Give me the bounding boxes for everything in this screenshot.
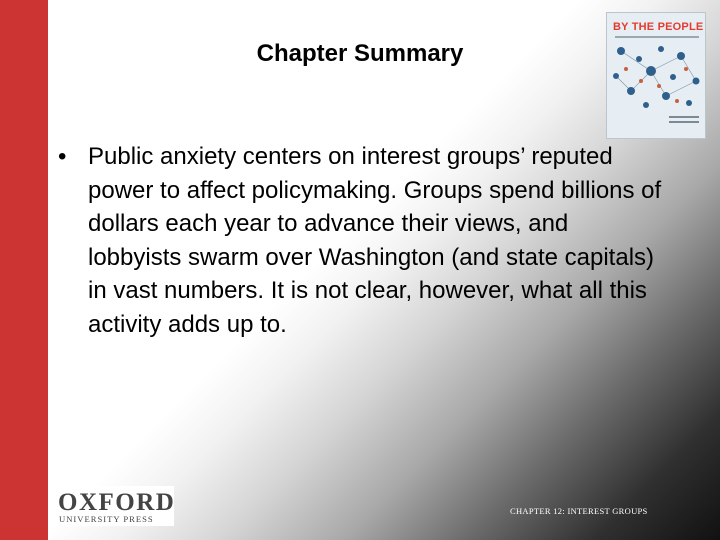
oxford-logo-subtitle: UNIVERSITY PRESS bbox=[59, 514, 154, 524]
slide-footer: CHAPTER 12: INTEREST GROUPS bbox=[510, 506, 648, 516]
book-cover-image bbox=[606, 12, 706, 139]
book-cover-collage bbox=[611, 41, 703, 113]
oxford-logo-name: OXFORD bbox=[58, 489, 176, 516]
oxford-logo bbox=[48, 486, 174, 526]
book-cover-subtitle-line bbox=[615, 36, 699, 38]
accent-bar bbox=[0, 0, 48, 540]
bullet-item bbox=[58, 140, 668, 342]
book-cover-authors bbox=[669, 116, 699, 126]
book-cover-title: BY THE PEOPLE bbox=[613, 21, 704, 33]
bullet-text: Public anxiety centers on interest groups’ reputed power to affect policymaking. Groups spend billions of dollars each year to advance their views, and lobbyists swarm over Washington (and state capitals) in vast numbers. It is not clear, however, what all this activity adds up to. bbox=[88, 143, 662, 338]
bullet-symbol: • bbox=[58, 143, 67, 170]
slide-title: Chapter Summary bbox=[256, 40, 464, 67]
